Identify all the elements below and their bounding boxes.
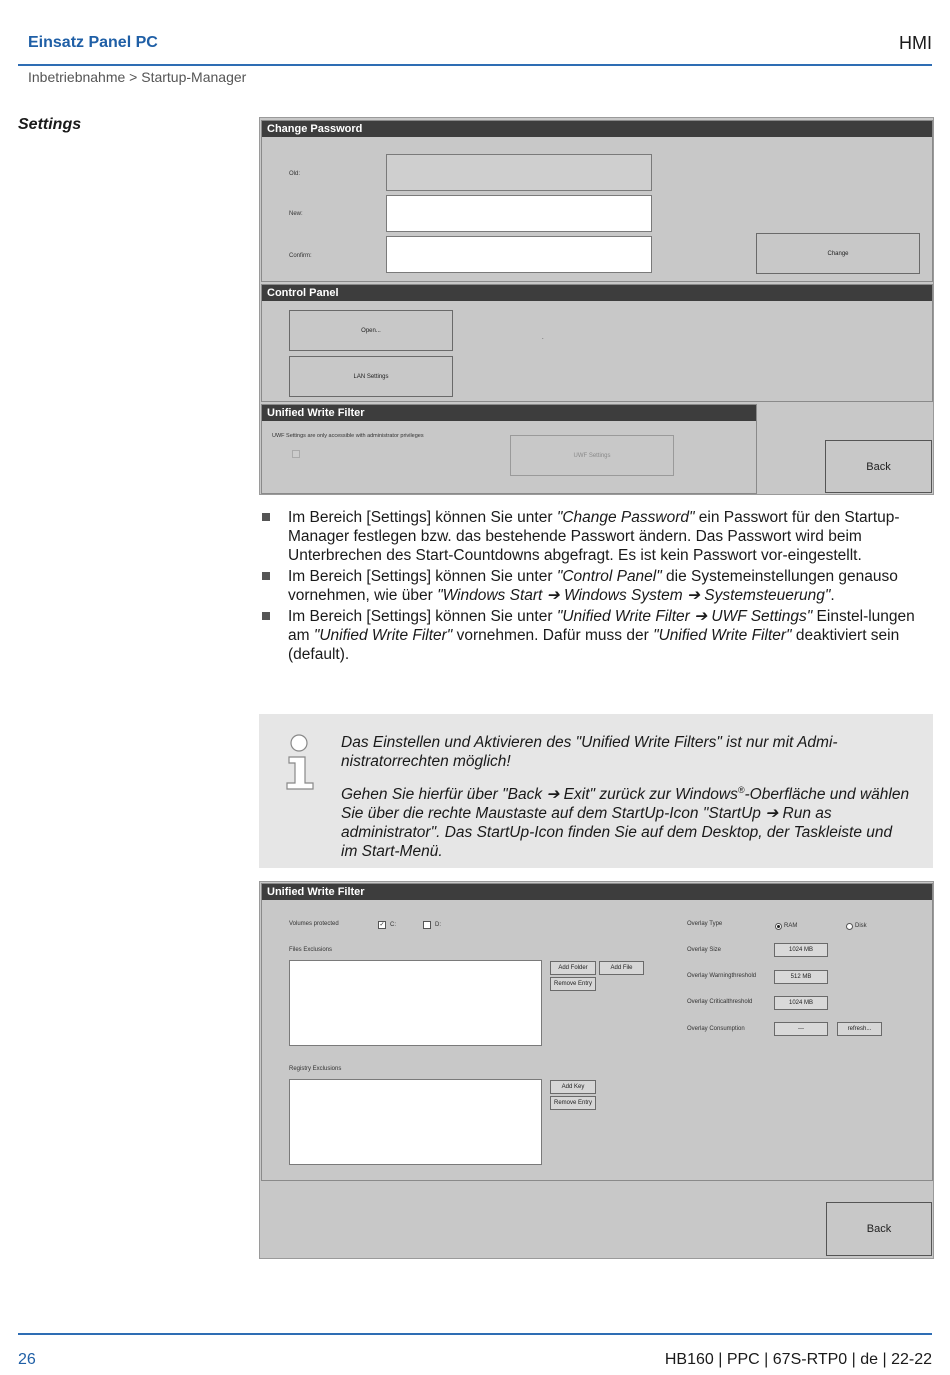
disk-radio[interactable] (846, 923, 853, 930)
new-password-field[interactable] (386, 195, 652, 232)
new-label: New: (289, 211, 303, 217)
overlay-critical-label: Overlay Criticalthreshold (687, 999, 753, 1005)
note-paragraph-1: Das Einstellen und Aktivieren des "Unified Write Filters" ist nur mit Admi-nistratorrechten möglich! (341, 734, 838, 770)
remove-registry-entry-button[interactable]: Remove Entry (550, 1096, 596, 1110)
confirm-label: Confirm: (289, 253, 312, 259)
bullet-square (262, 572, 270, 580)
old-password-field[interactable] (386, 154, 652, 191)
uwf-settings-button[interactable]: UWF Settings (510, 435, 674, 476)
lan-settings-button[interactable]: LAN Settings (289, 356, 453, 397)
registry-exclusions-list[interactable] (289, 1079, 542, 1165)
page-number: 26 (18, 1351, 36, 1368)
change-password-panel (261, 120, 933, 282)
overlay-type-label: Overlay Type (687, 921, 723, 927)
volume-c-label: C: (390, 922, 396, 928)
uwf-screenshot (259, 881, 934, 1259)
files-exclusions-label: Files Exclusions (289, 947, 333, 953)
old-label: Old: (289, 171, 301, 177)
change-button[interactable]: Change (756, 233, 920, 274)
remove-file-entry-button[interactable]: Remove Entry (550, 977, 596, 991)
change-password-title: Change Password (262, 121, 932, 137)
dot-mark: . (542, 335, 544, 341)
uwf-checkbox[interactable] (292, 450, 300, 458)
uwf-panel (261, 404, 757, 494)
breadcrumb: Inbetriebnahme > Startup-Manager (28, 69, 247, 85)
section-title: Settings (18, 116, 82, 133)
overlay-warning-label: Overlay Warningthreshold (687, 973, 757, 979)
ram-label: RAM (784, 923, 798, 929)
uwf-notice: UWF Settings are only accessible with administrator privileges (272, 433, 424, 439)
uwf-settings-panel (261, 883, 933, 1181)
add-folder-button[interactable]: Add Folder (550, 961, 596, 975)
overlay-consumption-label: Overlay Consumption (687, 1026, 745, 1032)
uwf-settings-title: Unified Write Filter (262, 884, 932, 900)
settings-screenshot (259, 117, 934, 495)
ram-radio[interactable] (775, 923, 782, 930)
overlay-size-value[interactable]: 1024 MB (774, 943, 828, 957)
bullet-list (260, 508, 932, 666)
bullet-square (262, 612, 270, 620)
refresh-button[interactable]: refresh... (837, 1022, 882, 1036)
overlay-critical-value[interactable]: 1024 MB (774, 996, 828, 1010)
confirm-password-field[interactable] (386, 236, 652, 273)
volume-c-checkbox[interactable]: ✓ (379, 922, 385, 928)
uwf-title: Unified Write Filter (262, 405, 756, 421)
bullet-item: Im Bereich [Settings] können Sie unter "Change Password" ein Passwort für den Startup-Manager festlegen bzw. das bestehende Passwort ändern. Das Passwort wird beim Unterbrechen des Start-Countdowns abgefragt. Es ist kein Passwort vor-eingestellt. (260, 508, 932, 565)
header-title: Einsatz Panel PC (28, 34, 158, 51)
note-text (341, 733, 911, 871)
overlay-consumption-value: --- (774, 1022, 828, 1036)
footer-divider (18, 1333, 932, 1335)
registry-exclusions-label: Registry Exclusions (289, 1066, 342, 1072)
volume-d-label: D: (435, 922, 441, 928)
control-panel-title: Control Panel (262, 285, 932, 301)
overlay-warning-value[interactable]: 512 MB (774, 970, 828, 984)
volumes-label: Volumes protected (289, 921, 339, 927)
add-file-button[interactable]: Add File (599, 961, 644, 975)
header-section: HMI (899, 33, 932, 53)
header-divider (18, 64, 932, 66)
files-exclusions-list[interactable] (289, 960, 542, 1046)
back-button[interactable]: Back (825, 440, 932, 493)
bullet-square (262, 513, 270, 521)
open-button[interactable]: Open... (289, 310, 453, 351)
info-icon (283, 733, 319, 793)
note-paragraph-2: Gehen Sie hierfür über "Back ➔ Exit" zurück zur Windows®-Oberfläche und wählen Sie über die rechte Maustaste auf dem StartUp-Icon "StartUp ➔ Run as administrator". Das StartUp-Icon finden Sie auf dem Desktop, der Taskleiste und im Start-Menü. (341, 785, 910, 861)
uwf-back-button[interactable]: Back (826, 1202, 932, 1256)
disk-label: Disk (855, 923, 867, 929)
overlay-size-label: Overlay Size (687, 947, 722, 953)
document-id: HB160 | PPC | 67S-RTP0 | de | 22-22 (664, 1351, 932, 1368)
add-key-button[interactable]: Add Key (550, 1080, 596, 1094)
bullet-item: Im Bereich [Settings] können Sie unter "Unified Write Filter ➔ UWF Settings" Einstel-lungen am "Unified Write Filter" vornehmen. Dafür muss der "Unified Write Filter" deaktiviert sein (default). (260, 607, 932, 664)
bullet-item: Im Bereich [Settings] können Sie unter "Control Panel" die Systemeinstellungen genauso vornehmen, wie über "Windows Start ➔ Windows System ➔ Systemsteuerung". (260, 567, 932, 605)
control-panel-panel (261, 284, 933, 402)
volume-d-checkbox[interactable] (423, 921, 431, 929)
